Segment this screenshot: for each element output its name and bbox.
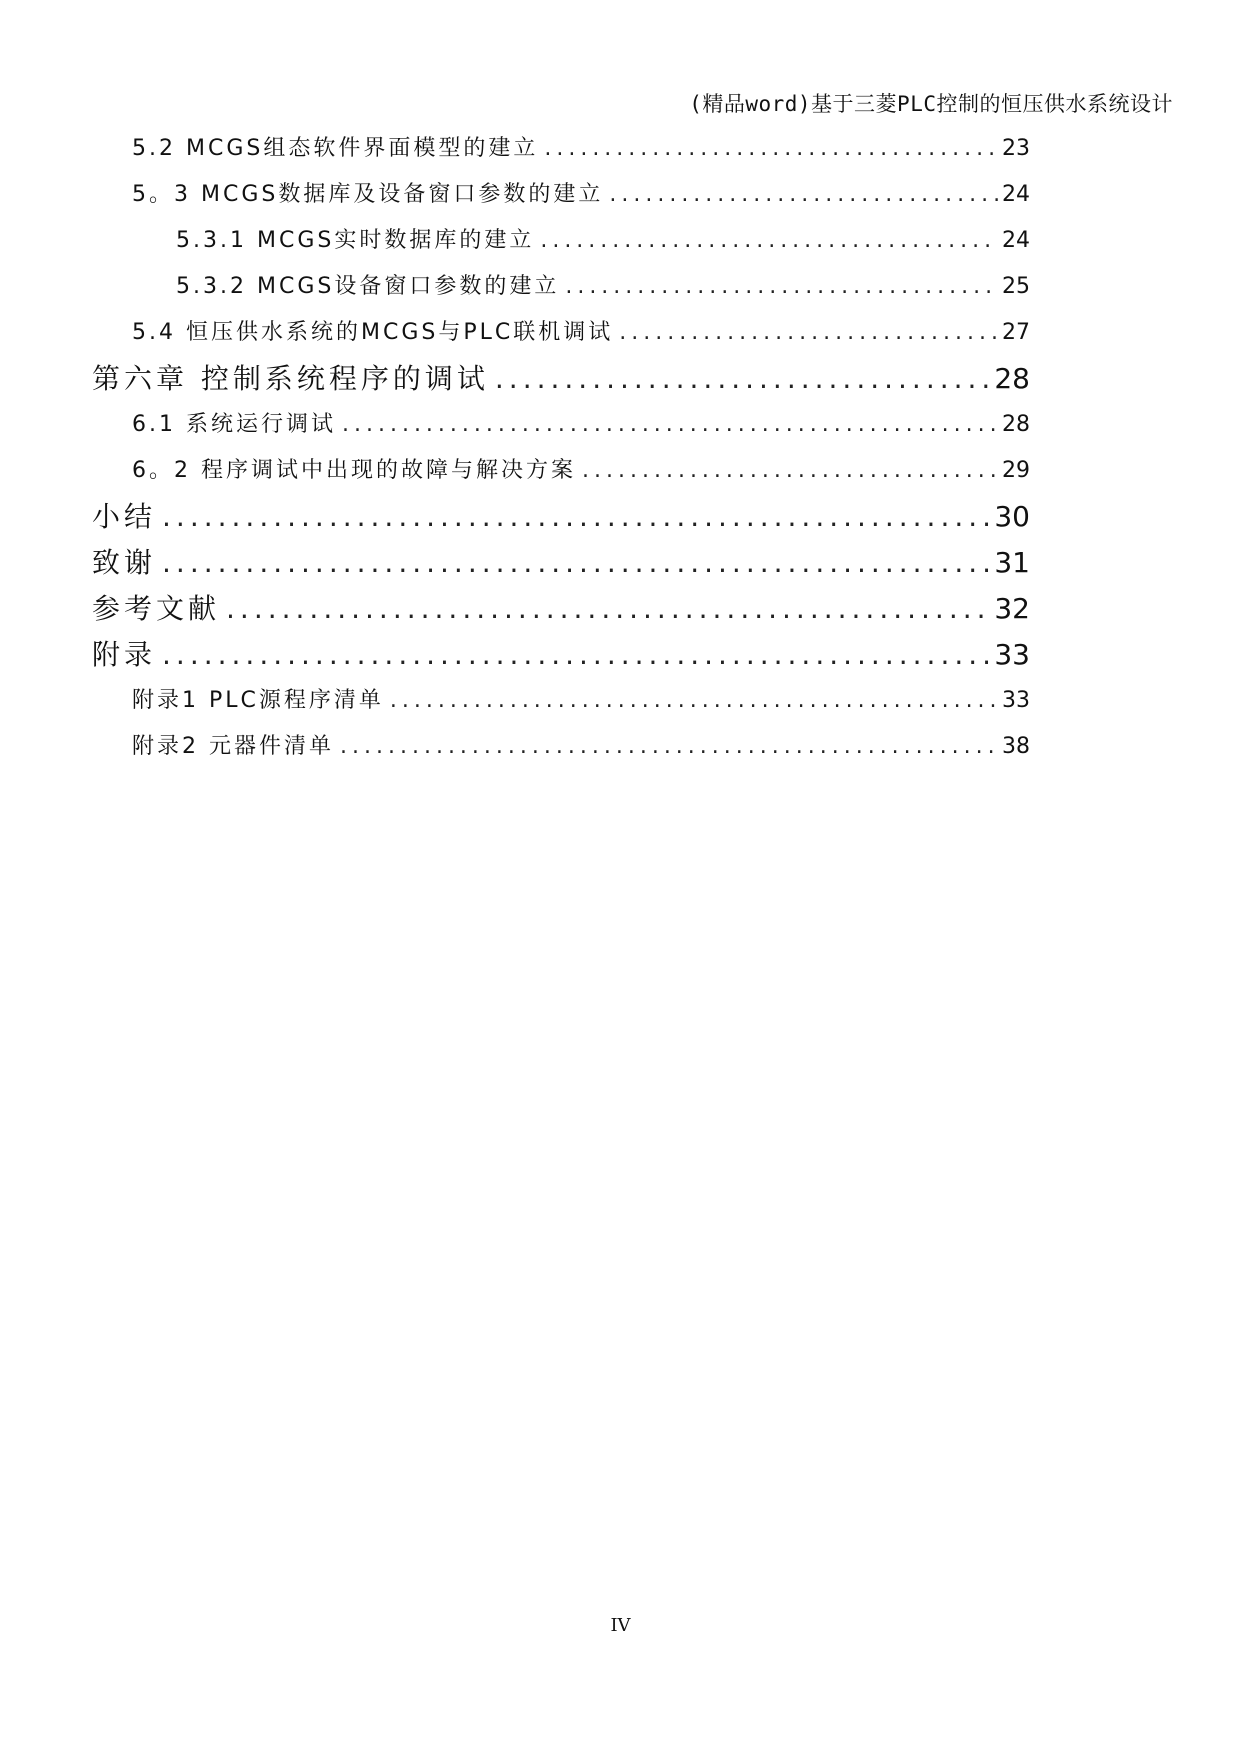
toc-entry-page: 33 [1002,688,1030,713]
dot-leader [495,356,990,402]
toc-entry-chapter-6[interactable] [92,356,1030,402]
toc-entry-5-3[interactable] [92,172,1030,218]
toc-entry-page: 28 [994,362,1030,395]
dot-leader [342,402,998,448]
toc-entry-page: 33 [994,638,1030,671]
toc-entry-title: 附录1 PLC源程序清单 [132,688,384,713]
dot-leader [582,448,998,494]
toc-entry-page: 23 [1002,136,1030,161]
toc-entry-title: 附录 [92,638,157,671]
dot-leader [162,632,990,678]
dot-leader [340,724,998,770]
toc-entry-appendix[interactable] [92,632,1030,678]
toc-entry-title: 第六章 控制系统程序的调试 [92,362,489,395]
toc-entry-title: 5.3.2 MCGS设备窗口参数的建立 [176,274,560,299]
toc-entry-title: 5.2 MCGS组态软件界面模型的建立 [132,136,539,161]
toc-entry-page: 25 [1002,274,1030,299]
toc-entry-page: 28 [1002,412,1030,437]
dot-leader [565,264,998,310]
dot-leader [226,586,990,632]
dot-leader [162,494,990,540]
toc-entry-page: 24 [1002,182,1030,207]
toc-entry-6-1[interactable] [92,402,1030,448]
dot-leader [619,310,998,356]
toc-entry-title: 5.3.1 MCGS实时数据库的建立 [176,228,535,253]
toc-entry-appendix-2[interactable] [92,724,1030,770]
toc-entry-appendix-1[interactable] [92,678,1030,724]
toc-entry-page: 31 [994,546,1030,579]
toc-entry-page: 27 [1002,320,1030,345]
toc-entry-acknowledgements[interactable] [92,540,1030,586]
page-number: IV [610,1615,631,1636]
toc-entry-page: 24 [1002,228,1030,253]
toc-entry-5-3-1[interactable] [92,218,1030,264]
toc-entry-references[interactable] [92,586,1030,632]
toc-entry-title: 参考文献 [92,592,221,625]
dot-leader [544,126,998,172]
toc-entry-title: 6。2 程序调试中出现的故障与解决方案 [132,458,576,483]
toc-entry-title: 致谢 [92,546,157,579]
toc-entry-5-4[interactable] [92,310,1030,356]
toc-entry-page: 30 [994,500,1030,533]
dot-leader [540,218,998,264]
toc-entry-5-2[interactable] [92,126,1030,172]
table-of-contents [92,126,1030,770]
toc-entry-6-2[interactable] [92,448,1030,494]
toc-entry-title: 5。3 MCGS数据库及设备窗口参数的建立 [132,182,604,207]
toc-entry-title: 小结 [92,500,157,533]
dot-leader [162,540,990,586]
toc-entry-title: 6.1 系统运行调试 [132,412,336,437]
toc-entry-page: 32 [994,592,1030,625]
toc-entry-page: 29 [1002,458,1030,483]
dot-leader [609,172,998,218]
toc-entry-5-3-2[interactable] [92,264,1030,310]
toc-entry-title: 5.4 恒压供水系统的MCGS与PLC联机调试 [132,320,614,345]
toc-entry-summary[interactable] [92,494,1030,540]
dot-leader [390,678,998,724]
toc-entry-page: 38 [1002,734,1030,759]
running-header: (精品word)基于三菱PLC控制的恒压供水系统设计 [689,92,1173,116]
toc-entry-title: 附录2 元器件清单 [132,734,334,759]
